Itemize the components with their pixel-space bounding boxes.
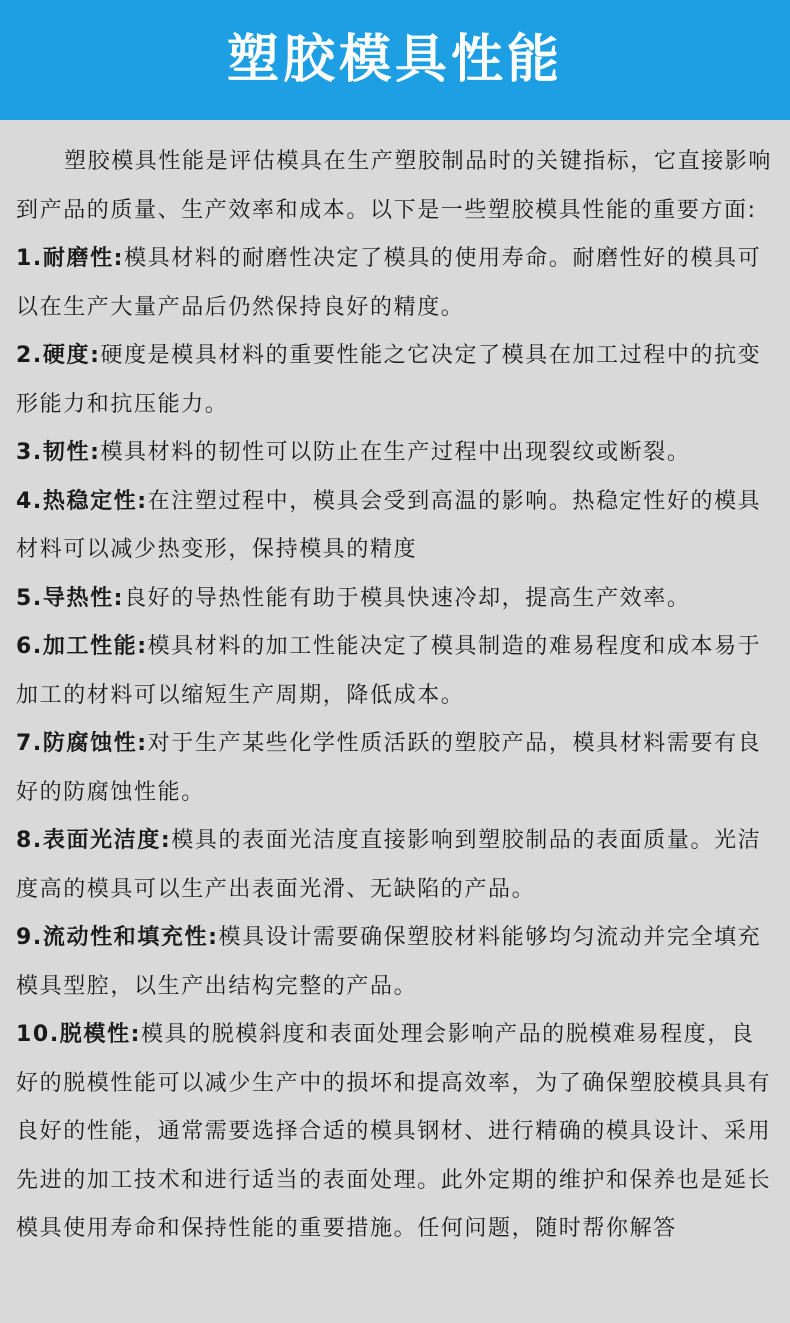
item-heading: 8.表面光洁度: [16,828,172,853]
item-heading: 1.耐磨性: [16,246,125,271]
item-heading: 9.流动性和填充性: [16,925,219,950]
item-text: 模具材料的韧性可以防止在生产过程中出现裂纹或断裂。 [100,440,691,465]
list-item [16,817,774,914]
item-text: 在注塑过程中，模具会受到高温的影响。热稳定性好的模具材料可以减少热变形，保持模具的精度 [16,488,762,562]
intro-paragraph: 塑胶模具性能是评估模具在生产塑胶制品时的关键指标，它直接影响到产品的质量、生产效率和成本。以下是一些塑胶模具性能的重要方面: [16,149,773,223]
list-item [16,914,774,1011]
item-heading: 2.硬度: [16,343,101,368]
item-heading: 5.导热性: [16,585,125,611]
item-heading: 7.防腐蚀性: [16,731,148,756]
item-text: 良好的导热性能有助于模具快速冷却，提高生产效率。 [124,585,691,611]
item-text: 模具设计需要确保塑胶材料能够均匀流动并完全填充模具型腔，以生产出结构完整的产品。 [16,925,762,999]
list-item [16,478,774,575]
article-body [0,120,790,1254]
list-item [16,332,774,429]
item-text: 模具的表面光洁度直接影响到塑胶制品的表面质量。光洁度高的模具可以生产出表面光滑、无缺陷的产品。 [16,828,762,902]
item-heading: 6.加工性能: [16,634,148,659]
list-item [16,235,774,332]
item-text: 对于生产某些化学性质活跃的塑胶产品，模具材料需要有良好的防腐蚀性能。 [16,731,762,805]
item-heading: 4.热稳定性: [16,488,148,514]
header-banner [0,0,790,120]
item-heading: 3.韧性: [16,440,101,465]
item-text: 模具材料的加工性能决定了模具制造的难易程度和成本易于加工的材料可以缩短生产周期，降低成本。 [16,634,762,708]
list-item [16,623,774,720]
list-item [16,575,774,624]
item-text: 模具材料的耐磨性决定了模具的使用寿命。耐磨性好的模具可以在生产大量产品后仍然保持良好的精度。 [16,246,762,320]
list-item [16,429,774,478]
page-title: 塑胶模具性能 [226,30,563,90]
list-item [16,1011,774,1254]
item-heading: 10.脱模性: [16,1022,141,1047]
item-text: 硬度是模具材料的重要性能之它决定了模具在加工过程中的抗变形能力和抗压能力。 [16,343,762,417]
list-item [16,720,774,817]
item-text: 模具的脱模斜度和表面处理会影响产品的脱模难易程度，良好的脱模性能可以减少生产中的损坏和提高效率，为了确保塑胶模具具有良好的性能，通常需要选择合适的模具钢材、进行精确的模具设计、采用先进的加工技术和进行适当的表面处理。此外定期的维护和保养也是延长模具使用寿命和保持性能的重要措施。任何问题，随时帮你解答 [16,1022,772,1241]
